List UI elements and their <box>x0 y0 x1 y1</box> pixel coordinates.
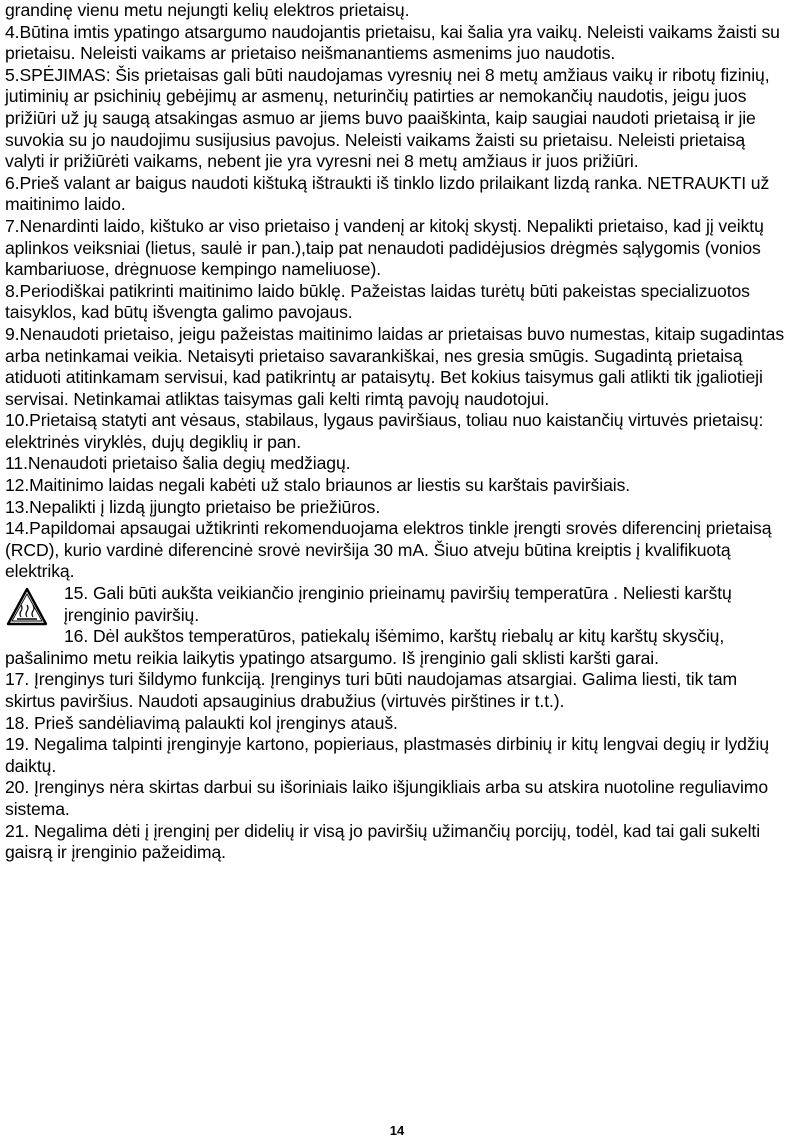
paragraph-6: 6.Prieš valant ar baigus naudoti kištuką ištraukti iš tinklo lizdo prilaikant lizdą ranka. NETRAUKTI už maitinimo laido. <box>5 172 770 215</box>
paragraph-11: 11.Nenaudoti prietaiso šalia degių medžiagų. <box>5 453 351 474</box>
paragraph-5: 5.SPĖJIMAS: Šis prietaisas gali būti naudojamas vyresnių nei 8 metų amžiaus vaikų ir ribotų fizinių, jutiminių ar psichinių gebėjimų ar asmenų, neturinčių patirties ar nemokančių naudotis, jeigu juos prižiūri už jų saugą atsakingas asmuo ar jiems buvo paaiškinta, kaip saugiai naudoti prietaisą ir jie suvokia su jo naudojimu susijusius pavojus. Neleisti vaikams žaisti su prietaisu. Neleisti prietaisą valyti ir prižiūrėti vaikams, nebent jie yra vyresni nei 8 metų amžiaus ir juos prižiūri. <box>5 64 770 172</box>
paragraph-21: 21. Negalima dėti į įrenginį per didelių ir visą jo paviršių užimančių porcijų, todėl, kad tai gali sukelti gaisrą ir įrenginio pažeidimą. <box>5 820 761 863</box>
paragraph-15: 15. Gali būti aukšta veikiančio įrenginio prieinamų paviršių temperatūra . Neliesti karštų įrenginio paviršių. <box>64 583 732 625</box>
paragraph-19: 19. Negalima talpinti įrenginyje kartono, popieriaus, plastmasės dirbinių ir kitų lengvai degių ir lydžių daiktų. <box>5 734 770 776</box>
paragraph-14: 14.Papildomai apsaugai užtikrinti rekomenduojama elektros tinkle įrengti srovės diferencinį prietaisą (RCD), kurio vardinė diferencinė srovė neviršija 30 mA. Šiuo atveju būtina kreiptis į kvalifikuotą elektriką. <box>5 518 772 582</box>
paragraph-20: 20. Įrenginys nėra skirtas darbui su išoriniais laiko išjungikliais arba su atskira nuotoline reguliavimo sistema. <box>5 777 769 819</box>
paragraph-16-indent <box>5 626 64 646</box>
paragraph-8: 8.Periodiškai patikrinti maitinimo laido būklę. Pažeistas laidas turėtų būti pakeistas specializuotos taisyklos, kad būtų išvengta galimo pavojaus. <box>5 280 750 323</box>
paragraph-3-continuation: grandinę vienu metu nejungti kelių elektros prietaisų. <box>5 0 410 20</box>
hot-surface-warning-icon <box>6 587 48 627</box>
paragraph-12: 12.Maitinimo laidas negali kabėti už stalo briaunos ar liestis su karštais paviršiais. <box>5 475 631 496</box>
paragraph-7: 7.Nenardinti laido, kištuko ar viso prietaiso į vandenį ar kitokį skystį. Nepalikti prietaiso, kad jį veiktų aplinkos veiksniai (lietus, saulė ir pan.),taip pat nenaudoti padidėjusios drėgmės sąlygomis (vonios kambariuose, drėgnuose kempingo nameliuose). <box>5 215 764 280</box>
page-number: 14 <box>389 1123 405 1138</box>
paragraph-10: 10.Prietaisą statyti ant vėsaus, stabilaus, lygaus paviršiaus, toliau nuo kaistančių virtuvės prietaisų: elektrinės viryklės, dujų degiklių ir pan. <box>5 410 764 452</box>
paragraph-13: 13.Nepalikti į lizdą įjungto prietaiso be priežiūros. <box>5 496 381 517</box>
paragraph-18: 18. Prieš sandėliavimą palaukti kol įrenginys atauš. <box>5 712 398 733</box>
paragraph-9: 9.Nenaudoti prietaiso, jeigu pažeistas maitinimo laidas ar prietaisas buvo numestas, kitaip sugadintas arba netinkamai veikia. Netaisyti prietaiso savarankiškai, nes gresia smūgis. Sugadintą prietaisą atiduoti atitinkamam servisui, kad patikrintų ar pataisytų. Bet kokius taisymus gali atlikti tik įgaliotieji servisai. Netinkamai atliktas taisymas gali kelti rimtą pavojų naudotojui. <box>5 323 785 409</box>
paragraph-16 <box>5 626 789 669</box>
paragraph-4: 4.Būtina imtis ypatingo atsargumo naudojantis prietaisu, kai šalia yra vaikų. Neleisti vaikams žaisti su prietaisu. Neleisti vaikams ar prietaiso neišmanantiems asmenims juo naudotis. <box>5 21 780 64</box>
hot-surface-warning <box>5 583 789 626</box>
safety-instructions <box>5 0 789 864</box>
paragraph-17: 17. Įrenginys turi šildymo funkciją. Įrenginys turi būti naudojamas atsargiai. Galima liesti, tik tam skirtus paviršius. Naudoti apsauginius drabužius (virtuvės pirštines ir t.t.). <box>5 669 738 711</box>
paragraph-16-text: 16. Dėl aukštos temperatūros, patiekalų išėmimo, karštų riebalų ar kitų karštų skysčių, pašalinimo metu reikia laikytis ypatingo atsargumo. Iš įrenginio gali sklisti karšti garai. <box>5 626 725 668</box>
